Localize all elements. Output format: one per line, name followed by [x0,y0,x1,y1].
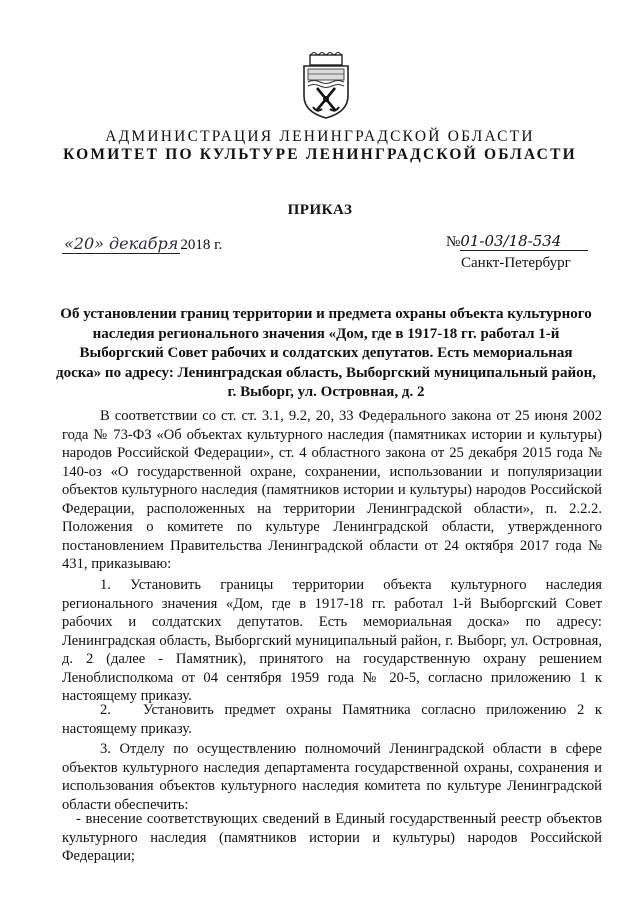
number-sign: № [446,234,461,250]
order-date [62,234,222,254]
item-2-paragraph: 2. Установить предмет охраны Памятника согласно приложению 2 к настоящему приказу. [62,702,606,737]
document-title: ПРИКАЗ [287,202,353,218]
date-handwritten: «20» декабря [64,234,179,253]
item-3-bullet: - внесение соответствующих сведений в Единый государственный реестр объектов культурного наследия (памятников истории и культуры) народов Российской Федерации; [62,811,602,864]
preamble-paragraph: В соответствии со ст. ст. 3.1, 9.2, 20, 33 Федерального закона от 25 июня 2002 года № 73-ФЗ «Об объектах культурного наследия (памятниках истории и культуры) народов Российской Федерации», ст. 4 областного закона от 25 декабря 2015 года № 140-оз «О государственной охране, сохранении, использовании и популяризации объектов культурного наследия (памятников истории и культуры) народов Российской Федерации, расположенных на территории Ленинградской области», п. 2.2.2. Положения о комитете по культуре Ленинградской области, утвержденного постановлением Правительства Ленинградской области от 24 октября 2017 года № 431, приказываю: [62,408,602,572]
order-number [446,232,596,251]
item-1-paragraph: 1. Установить границы территории объекта культурного наследия регионального значения «Дом, где в 1917-18 гг. работал 1-й Выборгский Совет рабочих и солдатских депутатов. Есть мемориальная доска» по адресу: Ленинградская область, Выборгский муниципальный район, г. Выборг, ул. Островная, д. 2 (далее - Памятник), принятого на государственную охрану решением Леноблисполкома от 04 сентября 1959 года № 20-5, согласно приложению 1 к настоящему приказу. [62,577,602,704]
number-handwritten: 01-03/18-534 [460,232,588,251]
order-subject: Об установлении границ территории и предмета охраны объекта культурного наследия регионального значения «Дом, где в 1917-18 гг. работал 1-й Выборгский Совет рабочих и солдатских депутатов. Есть мемориальная доска» по адресу: Ленинградская область, Выборгский муниципальный район, г. Выборг, ул. Островная, д. 2 [56,306,596,400]
coat-of-arms-icon [300,52,352,120]
authority-name: АДМИНИСТРАЦИЯ ЛЕНИНГРАДСКОЙ ОБЛАСТИ [105,128,535,145]
date-year: 2018 г. [180,237,223,253]
item-3-paragraph: 3. Отделу по осуществлению полномочий Ленинградской области в сфере объектов культурного наследия департамента государственной охраны, сохранения и использования объектов культурного наследия комитета по культуре Ленинградской области обеспечить: [62,741,602,813]
committee-name: КОМИТЕТ ПО КУЛЬТУРЕ ЛЕНИНГРАДСКОЙ ОБЛАСТИ [63,146,577,163]
city: Санкт-Петербург [461,255,571,271]
